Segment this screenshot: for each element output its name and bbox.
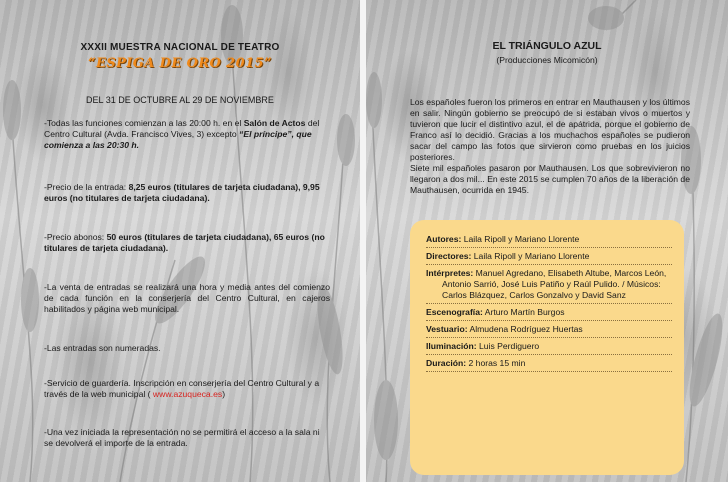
ticket-price-values: 8,25 euros (titulares de tarjeta ciudadana), 9,95 euros (no titulares de tarjeta ciudadana). — [44, 182, 320, 203]
subscription-price-label: -Precio abonos: — [44, 232, 107, 242]
duration-label: Duración: — [426, 358, 467, 368]
venue-name: Salón de Actos — [243, 118, 306, 128]
credit-directors — [426, 251, 672, 265]
authors-label: Autores: — [426, 234, 462, 244]
directors-value: Laila Ripoll y Mariano Llorente — [471, 251, 590, 261]
performers-value-3: Carlos Blázquez, Carlos Gonzalvo y David Sanz — [442, 290, 626, 300]
ticket-price-paragraph — [44, 182, 330, 204]
set-design-label: Escenografía: — [426, 307, 483, 317]
performers-label: Intérpretes: — [426, 268, 474, 278]
directors-label: Directores: — [426, 251, 472, 261]
synopsis-paragraph-1: Los españoles fueron los primeros en entrar en Mauthausen y los últimos en salir. Ningún gobierno se preocupó de si estaban vivos o muertos y tuvieron que lucir el distintivo azul, el de apátrida, porque el gobierno de Franco así lo decidió. Gracias a los muchachos españoles se pudieron sacar del campo las fotos que sirvieron como pruebas en los juicios posteriores. — [410, 97, 690, 162]
numbered-tickets-paragraph: -Las entradas son numeradas. — [44, 343, 161, 353]
schedule-paragraph — [44, 118, 330, 151]
schedule-text-2: del Centro Cultural (Avda. Francisco Vives, 3) excepto — [44, 118, 320, 139]
childcare-paragraph — [44, 378, 330, 400]
subscription-price-paragraph — [44, 232, 330, 254]
festival-dates: DEL 31 DE OCTUBRE AL 29 DE NOVIEMBRE — [86, 95, 274, 105]
ticket-price-label: -Precio de la entrada: — [44, 182, 129, 192]
right-page — [366, 0, 728, 482]
play-synopsis — [410, 97, 690, 196]
ticket-sales-paragraph: -La venta de entradas se realizará una hora y media antes del comienzo de cada función en la conserjería del Centro Cultural, en cajeros habilitados y página web municipal. — [44, 282, 330, 314]
costumes-value: Almudena Rodríguez Huertas — [467, 324, 583, 334]
costumes-label: Vestuario: — [426, 324, 468, 334]
lighting-value: Luis Perdiguero — [476, 341, 540, 351]
play-title: EL TRIÁNGULO AZUL — [492, 40, 602, 52]
duration-value: 2 horas 15 min — [466, 358, 526, 368]
festival-name-title: “ESPIGA DE ORO 2015” — [88, 56, 272, 71]
lighting-label: Iluminación: — [426, 341, 477, 351]
credit-costumes — [426, 324, 672, 338]
credit-set-design — [426, 307, 672, 321]
credit-performers — [426, 268, 672, 304]
exception-note: “El príncipe”, que comienza a las 20:30 h. — [44, 129, 312, 150]
synopsis-paragraph-2: Siete mil españoles pasaron por Mauthausen. Los que sobrevivieron no llegaron a dos mil... En este 2015 se cumplen 70 años de la liberación de Mauthausen, ocurrida en 1945. — [410, 163, 690, 195]
left-page — [0, 0, 360, 482]
credits-box — [410, 220, 684, 475]
authors-value: Laila Ripoll y Mariano Llorente — [461, 234, 580, 244]
credit-authors — [426, 234, 672, 248]
set-design-value: Arturo Martín Burgos — [482, 307, 565, 317]
municipal-website-link[interactable]: www.azuqueca.es — [152, 389, 223, 399]
production-company: (Producciones Micomicón) — [496, 55, 598, 65]
late-entry-paragraph: -Una vez iniciada la representación no se permitirá el acceso a la sala ni se devolverá el importe de la entrada. — [44, 427, 320, 448]
performers-value-2: Antonio Sarrió, José Luis Patiño y Raúl Pulido. / Músicos: — [442, 279, 661, 289]
festival-edition-heading: XXXII MUESTRA NACIONAL DE TEATRO — [80, 42, 280, 53]
credit-duration — [426, 358, 672, 372]
performers-value-1: Manuel Agredano, Elisabeth Altube, Marcos León, — [473, 268, 667, 278]
subscription-price-values: 50 euros (titulares de tarjeta ciudadana), 65 euros (no titulares de tarjeta ciudadana). — [44, 232, 325, 253]
schedule-text: -Todas las funciones comienzan a las 20:00 h. en el — [44, 118, 244, 128]
childcare-text: -Servicio de guardería. Inscripción en conserjería del Centro Cultural y a través de la web municipal ( — [44, 378, 320, 399]
childcare-text-end: ) — [222, 389, 226, 399]
credit-lighting — [426, 341, 672, 355]
